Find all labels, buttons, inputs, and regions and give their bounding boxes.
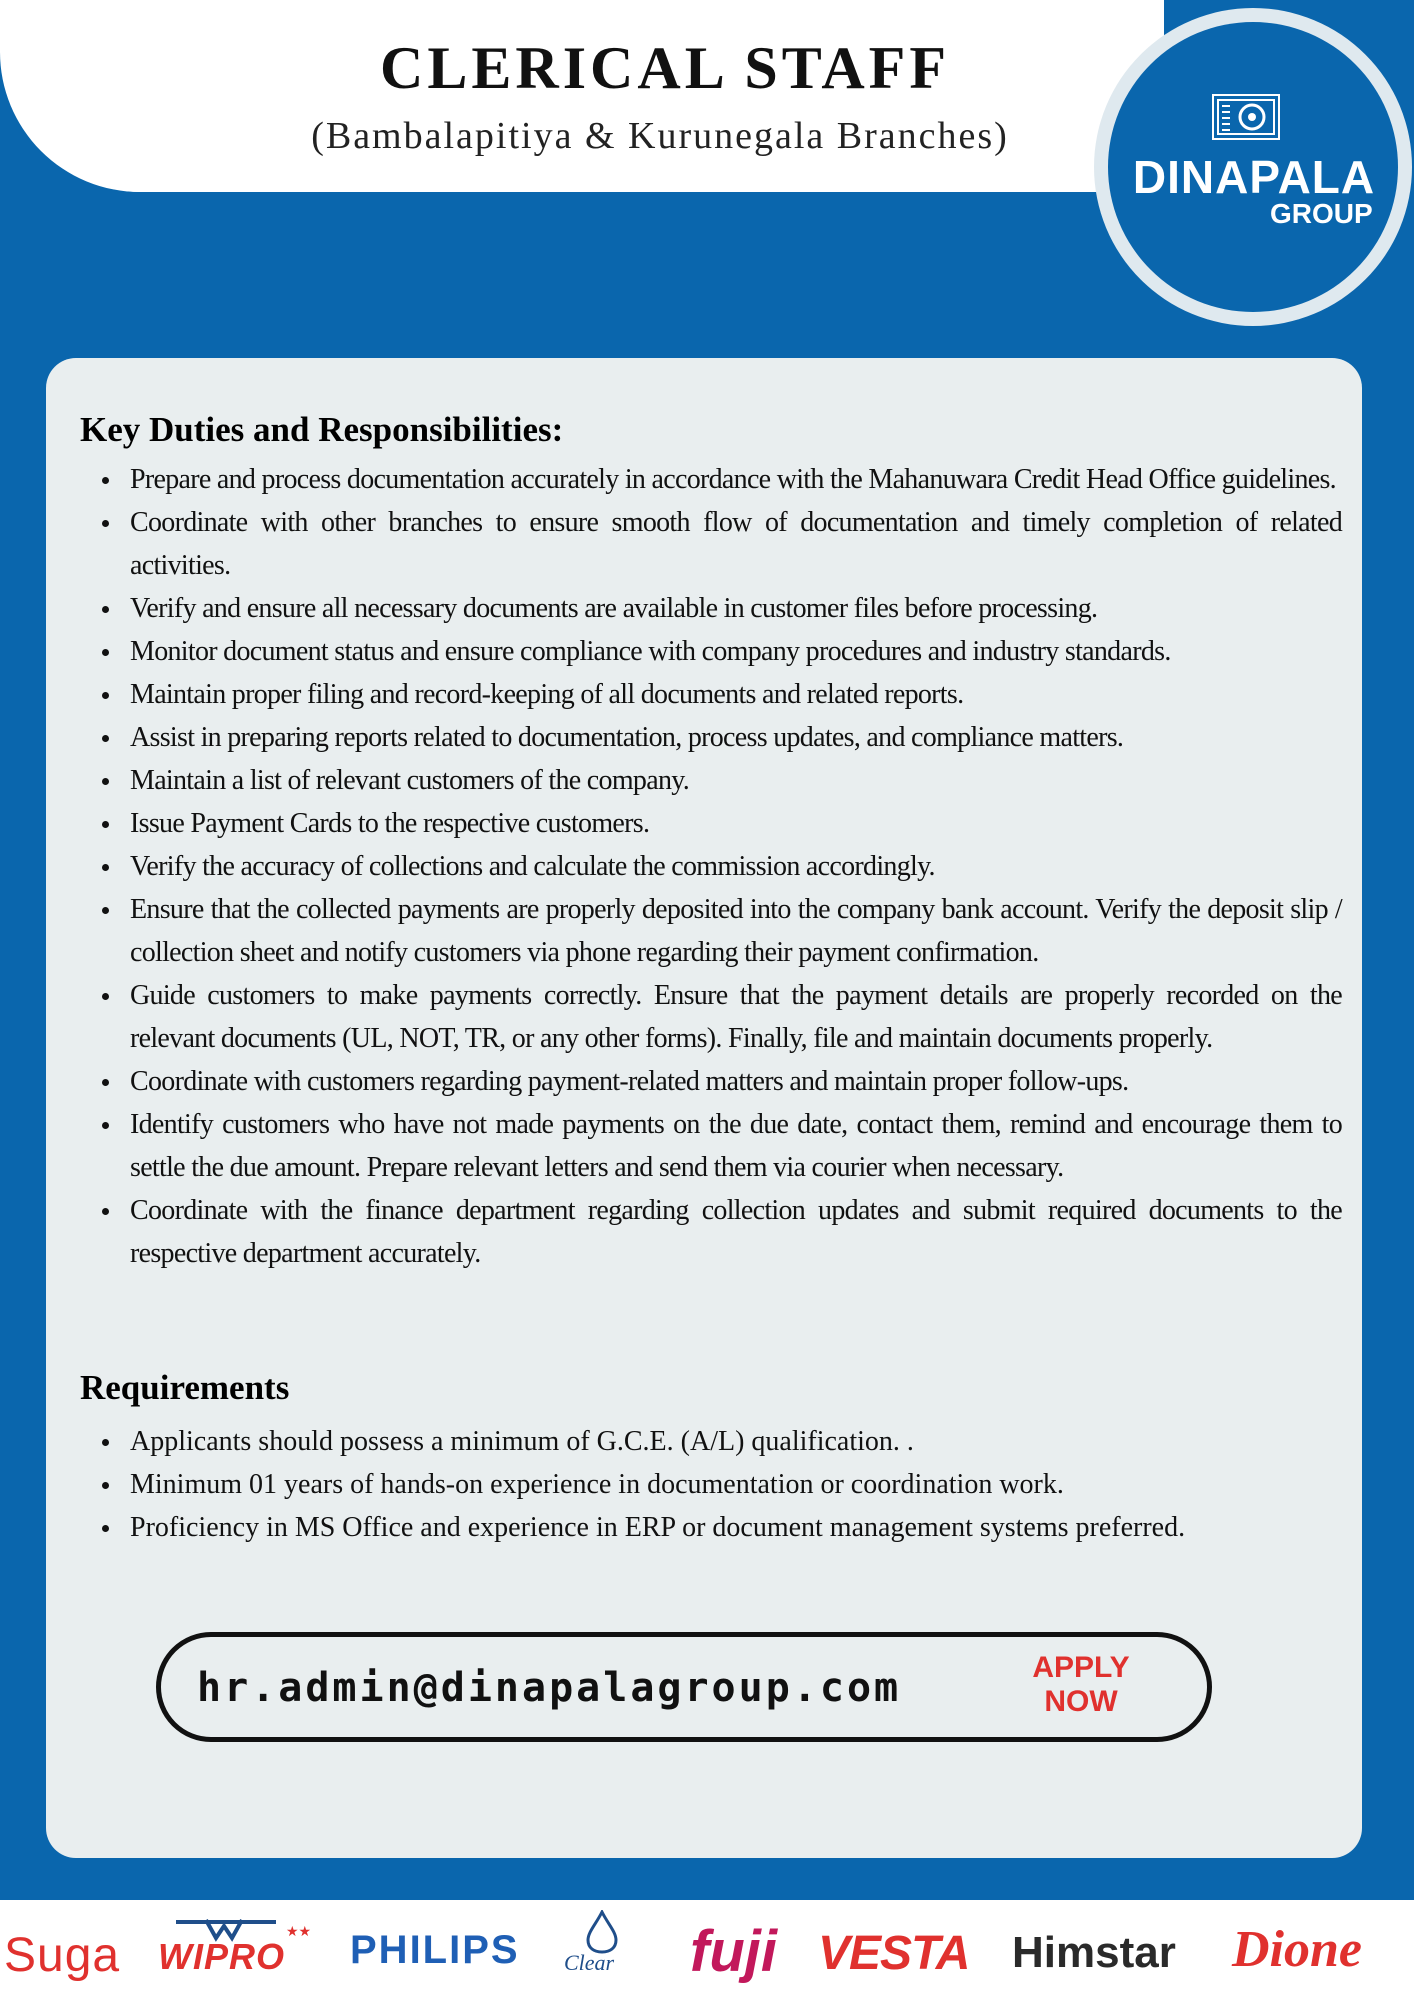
brand-philips: PHILIPS xyxy=(350,1928,520,1972)
water-drop-icon xyxy=(582,1910,622,1954)
list-item: Applicants should possess a minimum of G.C.E. (A/L) qualification. . xyxy=(130,1420,1342,1463)
email-link[interactable]: hr.admin@dinapalagroup.com xyxy=(197,1665,902,1711)
apply-box xyxy=(156,1632,1212,1742)
brand-clear xyxy=(562,1910,646,1990)
page-title: CLERICAL STAFF xyxy=(380,35,950,101)
brand-fuji: fuji xyxy=(690,1919,777,1984)
list-item: Ensure that the collected payments are properly deposited into the company bank account. Verify the deposit slip / collection sheet and notify customers via phone regarding their payment confirmation. xyxy=(130,888,1342,974)
brand-strip xyxy=(0,1900,1414,2000)
clear-label: Clear xyxy=(564,1950,615,1975)
list-item: Prepare and process documentation accurately in accordance with the Mahanuwara Credit Head Office guidelines. xyxy=(130,458,1342,501)
duties-heading: Key Duties and Responsibilities: xyxy=(80,410,564,449)
list-item: Monitor document status and ensure compliance with company procedures and industry standards. xyxy=(130,630,1342,673)
brand-himstar: Himstar xyxy=(1012,1928,1176,1977)
apply-label: APPLY xyxy=(1032,1651,1130,1684)
apply-now-button[interactable] xyxy=(1011,1651,1151,1719)
brand-vesta: VESTA xyxy=(818,1927,970,1980)
svg-text:★★: ★★ xyxy=(286,1923,312,1939)
duties-list xyxy=(80,458,1342,1275)
page-subtitle: (Bambalapitiya & Kurunegala Branches) xyxy=(311,115,1009,157)
list-item: Verify the accuracy of collections and calculate the commission accordingly. xyxy=(130,845,1342,888)
list-item: Guide customers to make payments correctly. Ensure that the payment details are properly recorded on the relevant documents (UL, NOT, TR, or any other forms). Finally, file and maintain documents properly. xyxy=(130,974,1342,1060)
list-item: Issue Payment Cards to the respective customers. xyxy=(130,802,1342,845)
list-item: Minimum 01 years of hands-on experience in documentation or coordination work. xyxy=(130,1463,1342,1506)
list-item: Proficiency in MS Office and experience in ERP or document management systems preferred. xyxy=(130,1506,1342,1549)
dinapala-logo-icon xyxy=(1212,94,1280,140)
list-item: Assist in preparing reports related to documentation, process updates, and compliance matters. xyxy=(130,716,1342,759)
content-card xyxy=(46,358,1362,1858)
list-item: Maintain proper filing and record-keeping of all documents and related reports. xyxy=(130,673,1342,716)
now-label: NOW xyxy=(1044,1685,1118,1718)
list-item: Coordinate with customers regarding payment-related matters and maintain proper follow-ups. xyxy=(130,1060,1342,1103)
wipro-label: WIPRO xyxy=(158,1936,285,1977)
requirements-list xyxy=(80,1420,1342,1549)
requirements-heading: Requirements xyxy=(80,1368,290,1407)
list-item: Coordinate with the finance department regarding collection updates and submit required documents to the respective department accurately. xyxy=(130,1189,1342,1275)
brand-suga: Suga xyxy=(4,1929,121,1982)
logo-wordmark: DINAPALA xyxy=(1132,151,1376,203)
list-item: Verify and ensure all necessary documents are available in customer files before processing. xyxy=(130,587,1342,630)
brand-wipro xyxy=(156,1918,316,1982)
brand-dione: Dione xyxy=(1232,1921,1362,1978)
list-item: Maintain a list of relevant customers of the company. xyxy=(130,759,1342,802)
list-item: Coordinate with other branches to ensure smooth flow of documentation and timely completion of related activities. xyxy=(130,501,1342,587)
list-item: Identify customers who have not made payments on the due date, contact them, remind and encourage them to settle the due amount. Prepare relevant letters and send them via courier when necessary. xyxy=(130,1103,1342,1189)
logo-group-text: GROUP xyxy=(1270,198,1373,229)
